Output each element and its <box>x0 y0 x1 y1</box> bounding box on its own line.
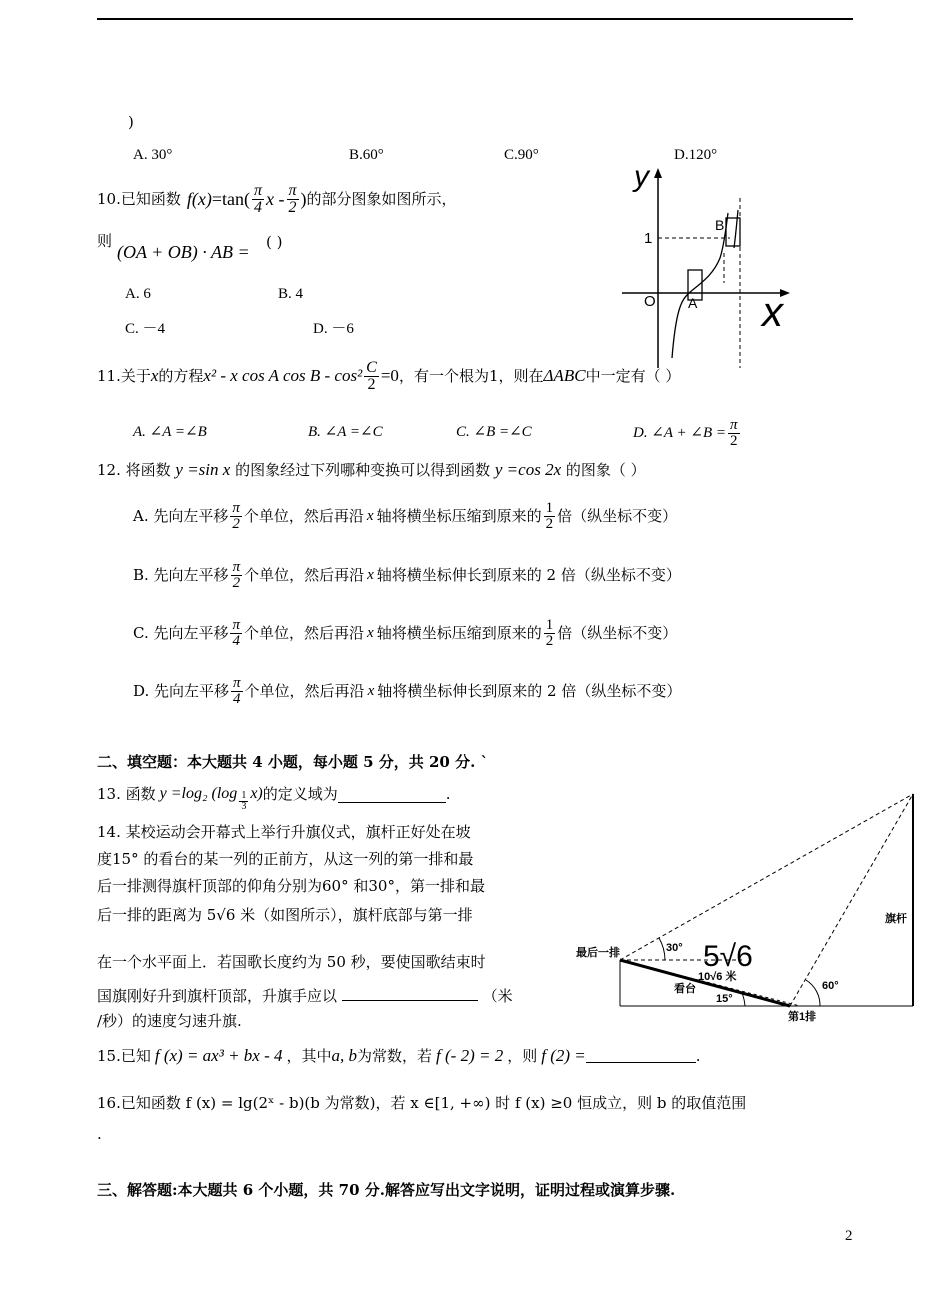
q11-text-b: 的方程 <box>158 367 204 385</box>
q12-opt-c-num: π <box>232 616 240 633</box>
q12-opt-c-frac <box>230 618 242 649</box>
q11-option-d-frac <box>728 418 740 449</box>
q15-lead: 15.已知 <box>97 1047 151 1065</box>
q11-eq-part2: =0 <box>380 366 399 385</box>
q11-frac <box>364 360 379 393</box>
q11-eq-part1: x² - x cos A cos B - cos² <box>203 366 363 385</box>
q15-cond: f (- 2) = 2 <box>436 1046 504 1065</box>
q12-opt-c-ffrac <box>544 618 556 649</box>
q14-label-pole: 旗杆 <box>885 913 907 925</box>
q12-f1: y =sin x <box>175 460 231 479</box>
q9-option-b: B.60° <box>349 147 384 163</box>
q10-graph-curve-1 <box>672 213 728 358</box>
q12-option-b <box>133 552 681 598</box>
q14-label-big: 5√6 <box>703 940 753 973</box>
q12-opt-b-prefix: B. 先向左平移 <box>133 566 229 584</box>
q12-opt-a-fnum: 1 <box>545 499 554 516</box>
q16-line2: . <box>97 1125 102 1143</box>
q12-opt-d-den: 4 <box>233 690 241 707</box>
q11-optd-num: π <box>730 416 738 433</box>
q10-graph <box>600 158 800 383</box>
q10-graph-tick-1: 1 <box>644 230 653 247</box>
q12-opt-c-tail: 倍（纵坐标不变） <box>557 624 678 642</box>
q10-option-a: A. 6 <box>125 286 151 302</box>
q12-opt-a-ffrac <box>544 501 556 532</box>
q14-line-2: 度15° 的看台的某一列的正前方，从这一列的第一排和最 <box>97 850 474 868</box>
q10-graph-x-label: x <box>762 288 783 335</box>
q13-base <box>239 791 248 812</box>
section3-heading: 三、解答题:本大题共 6 个小题，共 70 分.解答应写出文字说明，证明过程或演算步骤. <box>97 1181 676 1199</box>
q12-opt-b-den: 2 <box>232 574 241 591</box>
q10-frac1-num: π <box>254 181 263 199</box>
q14-sight-last <box>620 794 913 960</box>
q11-text-a: 11.关于 <box>97 367 151 385</box>
q14-label-last-row: 最后一排 <box>576 947 620 959</box>
q14-line-5: 在一个水平面上．若国歌长度约为 50 秒，要使国歌结束时 <box>97 953 486 971</box>
q11-option-c: C. ∠B =∠C <box>456 424 532 440</box>
q12-opt-b-axis: x <box>367 567 374 583</box>
q10-graph-point-b: B <box>715 217 725 233</box>
q10-frac1-den: 4 <box>254 198 263 216</box>
q12-opt-c-fden: 2 <box>545 632 554 649</box>
q15-expr: f (x) = ax³ + bx - 4 <box>154 1046 283 1065</box>
q13-base-num: 1 <box>241 789 247 801</box>
q14-line-4: 后一排的距离为 5√6 米（如图所示），旗杆底部与第一排 <box>97 906 473 924</box>
q11-option-d-wrap <box>633 410 742 456</box>
header-rule <box>97 18 853 20</box>
q15-mid3: ，则 <box>507 1047 538 1065</box>
q10-graph-curve-2 <box>734 210 738 248</box>
q12-option-d <box>133 668 681 714</box>
q14-label-stand: 看台 <box>674 983 696 995</box>
q14-label-60: 60° <box>822 980 839 992</box>
q14-line-6-tail: （米 <box>482 987 513 1005</box>
q12-option-a <box>133 493 677 539</box>
q12-opt-d-num: π <box>233 674 241 691</box>
q10-func-x: (x) <box>191 189 212 209</box>
q12-opt-a-tail: 倍（纵坐标不变） <box>557 507 678 525</box>
q11-option-d: D. ∠A + ∠B = <box>633 425 727 441</box>
q11-tri: ΔABC <box>543 366 586 385</box>
q9-paren-tail: ) <box>128 113 134 131</box>
q10-graph-point-a: A <box>688 295 698 311</box>
q10-number: 10. <box>97 190 121 208</box>
q10-option-b: B. 4 <box>278 286 304 302</box>
q15-vars: a, b <box>331 1046 358 1065</box>
q11-option-b: B. ∠A =∠C <box>308 424 383 440</box>
q14-label-15: 15° <box>716 993 733 1005</box>
q12-opt-a-mid: 个单位，然后再沿 <box>243 507 364 525</box>
q15-answer-blank[interactable] <box>586 1050 696 1063</box>
q10-frac-1 <box>252 183 264 216</box>
q10-graph-origin: O <box>644 293 656 310</box>
q12-opt-d-frac <box>231 676 243 707</box>
q12-opt-c-rest: 轴将横坐标压缩到原来的 <box>376 624 542 642</box>
q12-stem <box>97 460 646 480</box>
q13-base-den: 3 <box>241 800 247 812</box>
q12-option-c <box>133 610 677 656</box>
q10-graph-y-label: y <box>634 160 649 193</box>
q14-line-7: /秒）的速度匀速升旗. <box>97 1012 242 1030</box>
q14-line-6-text: 国旗刚好升到旗杆顶部，升旗手应以 <box>97 987 338 1005</box>
q15-ask: f (2) = <box>541 1046 586 1065</box>
q12-opt-c-den: 4 <box>232 632 240 649</box>
q14-label-30: 30° <box>666 942 683 954</box>
q13-expr-end: x) <box>250 785 263 802</box>
q11-stem <box>97 352 680 400</box>
q10-eq-tan: =tan( <box>211 189 251 209</box>
q12-opt-b-mid: 个单位，然后再沿 <box>244 566 365 584</box>
q14-label-dist: 10√6 米 <box>698 971 737 983</box>
q13 <box>97 773 451 815</box>
q12-opt-a-den: 2 <box>232 515 240 532</box>
q13-tail: 的定义域为 <box>262 785 338 803</box>
q12-opt-d-prefix: D. 先向左平移 <box>133 682 230 700</box>
q15 <box>97 1040 701 1072</box>
q10-graph-y-arrow <box>654 168 662 178</box>
q10-line2-ze: 则 <box>97 232 113 250</box>
q9-option-a: A. 30° <box>133 147 173 163</box>
q14-arc-60 <box>806 980 820 1006</box>
q12-opt-a-frac <box>230 501 242 532</box>
q14-answer-blank[interactable] <box>342 984 478 1001</box>
q12-opt-c-prefix: C. 先向左平移 <box>133 624 229 642</box>
q10-option-c: C. －4 <box>125 321 166 337</box>
q12-opt-d-mid: 个单位，然后再沿 <box>244 682 365 700</box>
q14-sight-first <box>790 794 913 1006</box>
q12-stem-b: 的图象经过下列哪种变换可以得到函数 <box>235 461 491 479</box>
q10-tail: 的部分图象如图所示， <box>306 190 457 208</box>
q10-frac2-den: 2 <box>288 198 297 216</box>
q14-figure <box>570 780 930 1030</box>
q11-optd-den: 2 <box>730 432 738 449</box>
q16-text: 16.已知函数 f (x) = lg(2ˣ - b)(b 为常数)，若 x ∈[1, +∞) 时 f (x) ≥0 恒成立，则 b 的取值范围 <box>97 1094 747 1112</box>
q14-line-3: 后一排测得旗杆顶部的仰角分别为60° 和30°，第一排和最 <box>97 877 485 895</box>
q15-end: . <box>695 1047 701 1065</box>
q12-opt-c-mid: 个单位，然后再沿 <box>244 624 365 642</box>
q12-stem-c: 的图象（ ） <box>565 461 646 479</box>
q13-lead: 13. 函数 <box>97 785 156 803</box>
q12-f2: y =cos 2x <box>494 460 562 479</box>
q12-opt-a-num: π <box>232 499 240 516</box>
q10-line2-paren: ( ) <box>266 233 283 251</box>
q12-opt-b-rest: 轴将横坐标伸长到原来的 2 倍（纵坐标不变） <box>376 566 681 584</box>
q10-stem <box>97 175 457 223</box>
q12-opt-d-rest: 轴将横坐标伸长到原来的 2 倍（纵坐标不变） <box>377 682 682 700</box>
q10-line2-expr: (OA + OB) · AB = <box>117 242 250 262</box>
q12-opt-c-axis: x <box>367 625 374 641</box>
q13-end: . <box>445 785 451 803</box>
section2-heading: 二、填空题：本大题共 4 小题，每小题 5 分，共 20 分. ` <box>97 753 489 771</box>
q12-opt-b-frac <box>231 560 243 591</box>
q10-lead: 已知函数 <box>120 190 181 208</box>
q10-graph-box-b <box>726 218 740 246</box>
q12-stem-a: 12. 将函数 <box>97 461 171 479</box>
q11-option-a: A. ∠A =∠B <box>133 424 207 440</box>
q13-answer-blank[interactable] <box>338 786 446 803</box>
q11-x: x <box>150 366 159 385</box>
q9-option-c: C.90° <box>504 147 539 163</box>
q12-opt-b-num: π <box>232 558 241 575</box>
q10-xminus: x - <box>266 189 285 209</box>
q10-func-f: f <box>186 189 192 209</box>
q12-opt-a-prefix: A. 先向左平移 <box>133 507 229 525</box>
q10-frac2-num: π <box>288 181 297 199</box>
q15-mid: ，其中 <box>286 1047 332 1065</box>
q12-opt-a-rest: 轴将横坐标压缩到原来的 <box>376 507 542 525</box>
q11-text-c: ，有一个根为1，则在 <box>398 367 544 385</box>
q12-opt-c-fnum: 1 <box>545 616 554 633</box>
q14-line-1: 14. 某校运动会开幕式上举行升旗仪式，旗杆正好处在坡 <box>97 823 471 841</box>
q14-line-6 <box>97 984 513 1006</box>
page-number: 2 <box>845 1228 853 1244</box>
q12-opt-d-axis: x <box>367 683 375 699</box>
q14-arc-30 <box>659 938 665 960</box>
q12-opt-a-axis: x <box>366 508 374 524</box>
q10-option-d: D. －6 <box>313 321 354 337</box>
q12-opt-a-fden: 2 <box>545 515 554 532</box>
q10-close: ) <box>300 189 307 209</box>
q11-text-d: 中一定有（ ） <box>585 367 681 385</box>
q13-expr: y =log₂ (log <box>159 785 238 802</box>
q15-mid2: 为常数，若 <box>357 1047 433 1065</box>
q10-frac-2 <box>287 183 299 216</box>
q14-label-first-row: 第1排 <box>788 1011 817 1023</box>
q11-frac-den: 2 <box>367 375 376 393</box>
q9-option-d: D.120° <box>674 147 718 163</box>
q11-frac-num: C <box>366 358 377 376</box>
